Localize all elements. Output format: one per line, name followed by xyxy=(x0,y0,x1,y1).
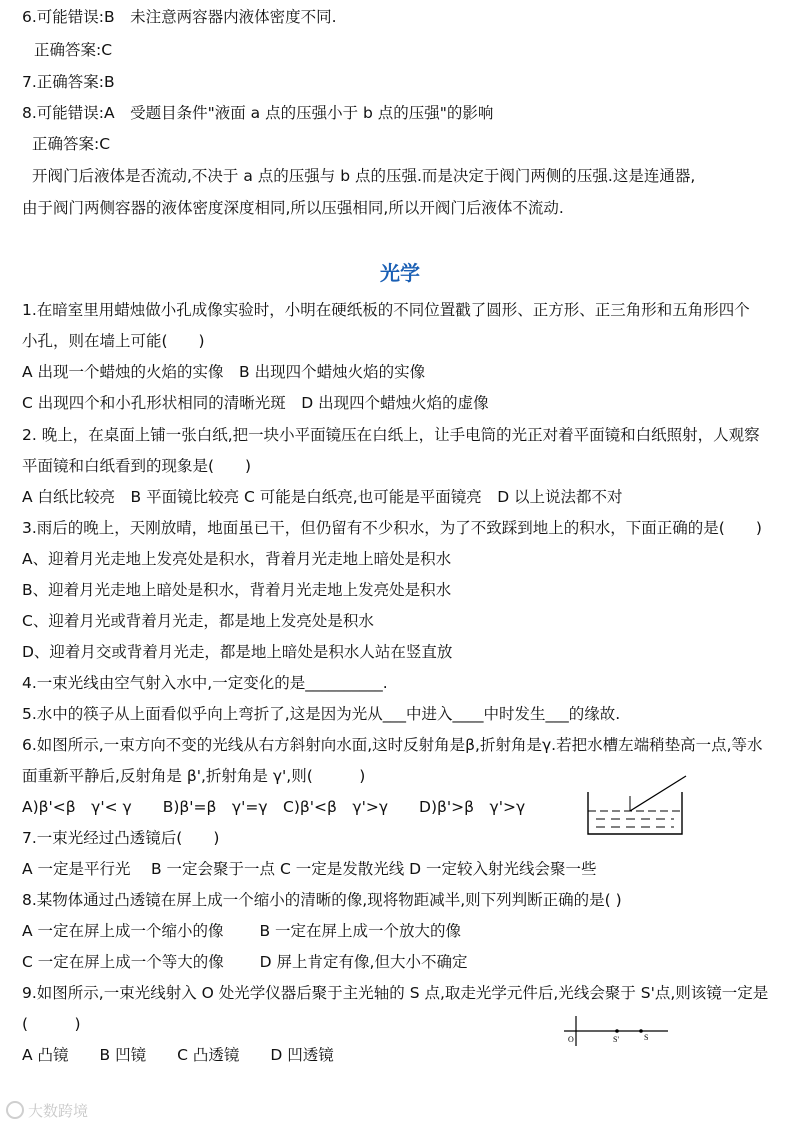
answer-6-correct: 正确答案:C xyxy=(34,41,113,59)
question-2-line-1: 2. 晚上，在桌面上铺一张白纸,把一块小平面镜压在白纸上，让手电筒的光正对着平面镜和白纸照射，人观察 xyxy=(22,426,760,444)
question-2-line-2: 平面镜和白纸看到的现象是( ) xyxy=(22,457,252,475)
question-1-options-cd: C 出现四个和小孔形状相同的清晰光斑 D 出现四个蜡烛火焰的虚像 xyxy=(22,394,489,412)
question-6-line-1: 6.如图所示,一束方向不变的光线从右方斜射向水面,这时反射角是β,折射角是γ.若把水槽左端稍垫高一点,等水 xyxy=(22,736,763,754)
optical-axis-figure xyxy=(562,1010,672,1050)
label-s-prime: S' xyxy=(613,1035,619,1044)
question-1-line-1: 1.在暗室里用蜡烛做小孔成像实验时，小明在硬纸板的不同位置戳了圆形、正方形、正三角形和五角形四个 xyxy=(22,301,750,319)
watermark-text: 大数跨境 xyxy=(28,1102,89,1120)
question-3-option-c: C、迎着月光或背着月光走，都是地上发亮处是积水 xyxy=(22,612,374,630)
label-o: O xyxy=(568,1035,574,1044)
question-8-options-ab: A 一定在屏上成一个缩小的像 B 一定在屏上成一个放大的像 xyxy=(22,922,462,940)
question-6-line-2: 面重新平静后,反射角是 β',折射角是 γ',则( ) xyxy=(22,767,366,785)
answer-8-error: 8.可能错误:A 受题目条件"液面 a 点的压强小于 b 点的压强"的影响 xyxy=(22,104,494,122)
question-9-line-1: 9.如图所示,一束光线射入 O 处光学仪器后聚于主光轴的 S 点,取走光学元件后,光线会聚于 S'点,则该镜一定是 xyxy=(22,984,769,1002)
question-9-options: A 凸镜 B 凹镜 C 凸透镜 D 凹透镜 xyxy=(22,1046,334,1064)
answer-6-error: 6.可能错误:B 未注意两容器内液体密度不同. xyxy=(22,8,337,26)
watermark-logo-icon xyxy=(6,1101,24,1119)
answer-8-explanation-1: 开阀门后液体是否流动,不决于 a 点的压强与 b 点的压强.而是决定于阀门两侧的压强.这是连通器, xyxy=(32,167,696,185)
answer-8-explanation-2: 由于阀门两侧容器的液体密度深度相同,所以压强相同,所以开阀门后液体不流动. xyxy=(22,199,564,217)
question-7-options: A 一定是平行光 B 一定会聚于一点 C 一定是发散光线 D 一定较入射光线会聚一些 xyxy=(22,860,597,878)
question-1-line-2: 小孔，则在墙上可能( ) xyxy=(22,332,205,350)
question-9-line-2: ( ) xyxy=(22,1015,81,1033)
question-8-options-cd: C 一定在屏上成一个等大的像 D 屏上肯定有像,但大小不确定 xyxy=(22,953,468,971)
water-tank-figure xyxy=(582,772,692,842)
label-s: S xyxy=(644,1033,649,1042)
question-3-option-b: B、迎着月光走地上暗处是积水，背着月光走地上发亮处是积水 xyxy=(22,581,452,599)
tank-outline xyxy=(588,792,682,834)
question-6-options: A)β'<β γ'< γ B)β'=β γ'=γ C)β'<β γ'>γ D)β'>β γ'>γ xyxy=(22,798,526,816)
question-7: 7.一束光经过凸透镜后( ) xyxy=(22,829,220,847)
point-s xyxy=(639,1029,643,1033)
question-3-line-1: 3.雨后的晚上，天刚放晴，地面虽已干，但仍留有不少积水，为了不致踩到地上的积水，下面正确的是( ) xyxy=(22,519,762,537)
question-1-options-ab: A 出现一个蜡烛的火焰的实像 B 出现四个蜡烛火焰的实像 xyxy=(22,363,426,381)
incident-ray xyxy=(630,776,686,811)
watermark xyxy=(6,1100,88,1121)
section-title: 光学 xyxy=(380,261,420,285)
question-5: 5.水中的筷子从上面看似乎向上弯折了,这是因为光从___中进入____中时发生___的缘故. xyxy=(22,705,621,723)
question-8: 8.某物体通过凸透镜在屏上成一个缩小的清晰的像,现将物距减半,则下列判断正确的是( ) xyxy=(22,891,622,909)
question-2-options: A 白纸比较亮 B 平面镜比较亮 C 可能是白纸亮,也可能是平面镜亮 D 以上说法都不对 xyxy=(22,488,623,506)
question-3-option-d: D、迎着月交或背着月光走，都是地上暗处是积水人站在竖直放 xyxy=(22,643,453,661)
question-3-option-a: A、迎着月光走地上发亮处是积水，背着月光走地上暗处是积水 xyxy=(22,550,452,568)
question-4: 4.一束光线由空气射入水中,一定变化的是__________. xyxy=(22,674,388,692)
point-s-prime xyxy=(615,1029,619,1033)
answer-7: 7.正确答案:B xyxy=(22,73,115,91)
answer-8-correct: 正确答案:C xyxy=(32,135,111,153)
